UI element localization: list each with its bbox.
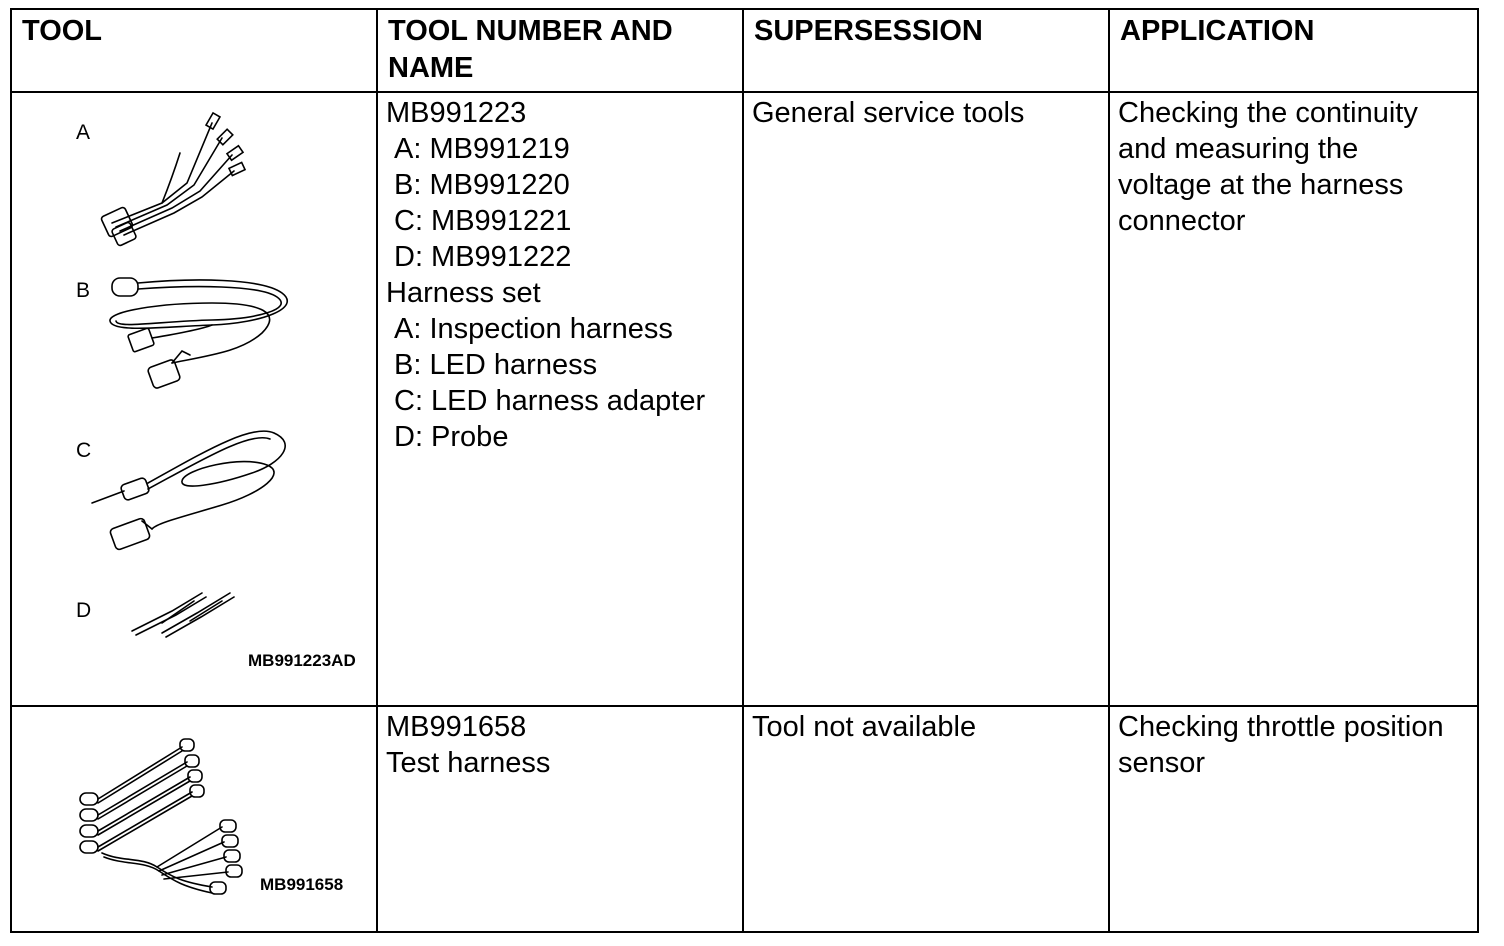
application-text bbox=[1110, 707, 1477, 781]
figure-label-a: A bbox=[76, 121, 91, 144]
sub-tool-number-d: D: MB991222 bbox=[394, 241, 572, 273]
header-tool-number-line1: TOOL NUMBER AND bbox=[388, 15, 673, 47]
tool-number-cell bbox=[377, 706, 743, 932]
tool-illustration-cell bbox=[11, 706, 377, 932]
supersession-text: Tool not available bbox=[752, 711, 977, 743]
tool-number-cell bbox=[377, 92, 743, 706]
tool-illustration-cell bbox=[11, 92, 377, 706]
inspection-harness-drawing bbox=[101, 113, 245, 246]
application-line: Checking the continuity bbox=[1118, 97, 1418, 129]
header-tool-number bbox=[377, 9, 743, 92]
tool-name: Harness set bbox=[386, 277, 541, 309]
application-cell bbox=[1109, 92, 1478, 706]
application-line: sensor bbox=[1118, 747, 1206, 779]
header-tool: TOOL bbox=[11, 9, 377, 92]
application-text bbox=[1110, 93, 1477, 239]
sub-tool-number-b: B: MB991220 bbox=[394, 169, 570, 201]
tool-name: Test harness bbox=[386, 747, 551, 779]
sub-tool-name-d: D: Probe bbox=[394, 421, 509, 453]
led-harness-drawing bbox=[110, 278, 287, 389]
tool-number-text bbox=[378, 93, 742, 455]
special-tools-table bbox=[10, 8, 1479, 933]
application-cell bbox=[1109, 706, 1478, 932]
figure-label-d: D bbox=[76, 599, 92, 622]
figure-code: MB991223AD bbox=[248, 651, 356, 670]
sub-tool-number-c: C: MB991221 bbox=[394, 205, 572, 237]
application-line: Checking throttle position bbox=[1118, 711, 1444, 743]
application-line: and measuring the bbox=[1118, 133, 1359, 165]
figure-code: MB991658 bbox=[260, 875, 344, 894]
table-row bbox=[11, 92, 1478, 706]
sub-tool-name-a: A: Inspection harness bbox=[394, 313, 673, 345]
test-harness-left-connectors bbox=[80, 739, 204, 853]
tool-number: MB991223 bbox=[386, 97, 527, 129]
figure-label-c: C bbox=[76, 439, 92, 462]
header-application: APPLICATION bbox=[1109, 9, 1478, 92]
test-harness-drawing bbox=[12, 707, 376, 931]
header-supersession: SUPERSESSION bbox=[743, 9, 1109, 92]
sub-tool-name-b: B: LED harness bbox=[394, 349, 598, 381]
tool-number: MB991658 bbox=[386, 711, 527, 743]
tool-number-text bbox=[378, 707, 742, 781]
application-line: connector bbox=[1118, 205, 1246, 237]
table-row bbox=[11, 706, 1478, 932]
supersession-cell bbox=[743, 92, 1109, 706]
led-harness-adapter-drawing bbox=[92, 431, 285, 550]
application-line: voltage at the harness bbox=[1118, 169, 1404, 201]
sub-tool-number-a: A: MB991219 bbox=[394, 133, 570, 165]
supersession-text: General service tools bbox=[752, 97, 1025, 129]
header-tool-number-line2: NAME bbox=[388, 52, 474, 84]
harness-set-illustration bbox=[12, 93, 376, 705]
harness-set-drawing bbox=[12, 93, 376, 705]
probe-drawing bbox=[132, 593, 234, 637]
header-row bbox=[11, 9, 1478, 92]
test-harness-illustration bbox=[12, 707, 376, 931]
sub-tool-name-c: C: LED harness adapter bbox=[394, 385, 706, 417]
supersession-cell bbox=[743, 706, 1109, 932]
figure-label-b: B bbox=[76, 279, 91, 302]
